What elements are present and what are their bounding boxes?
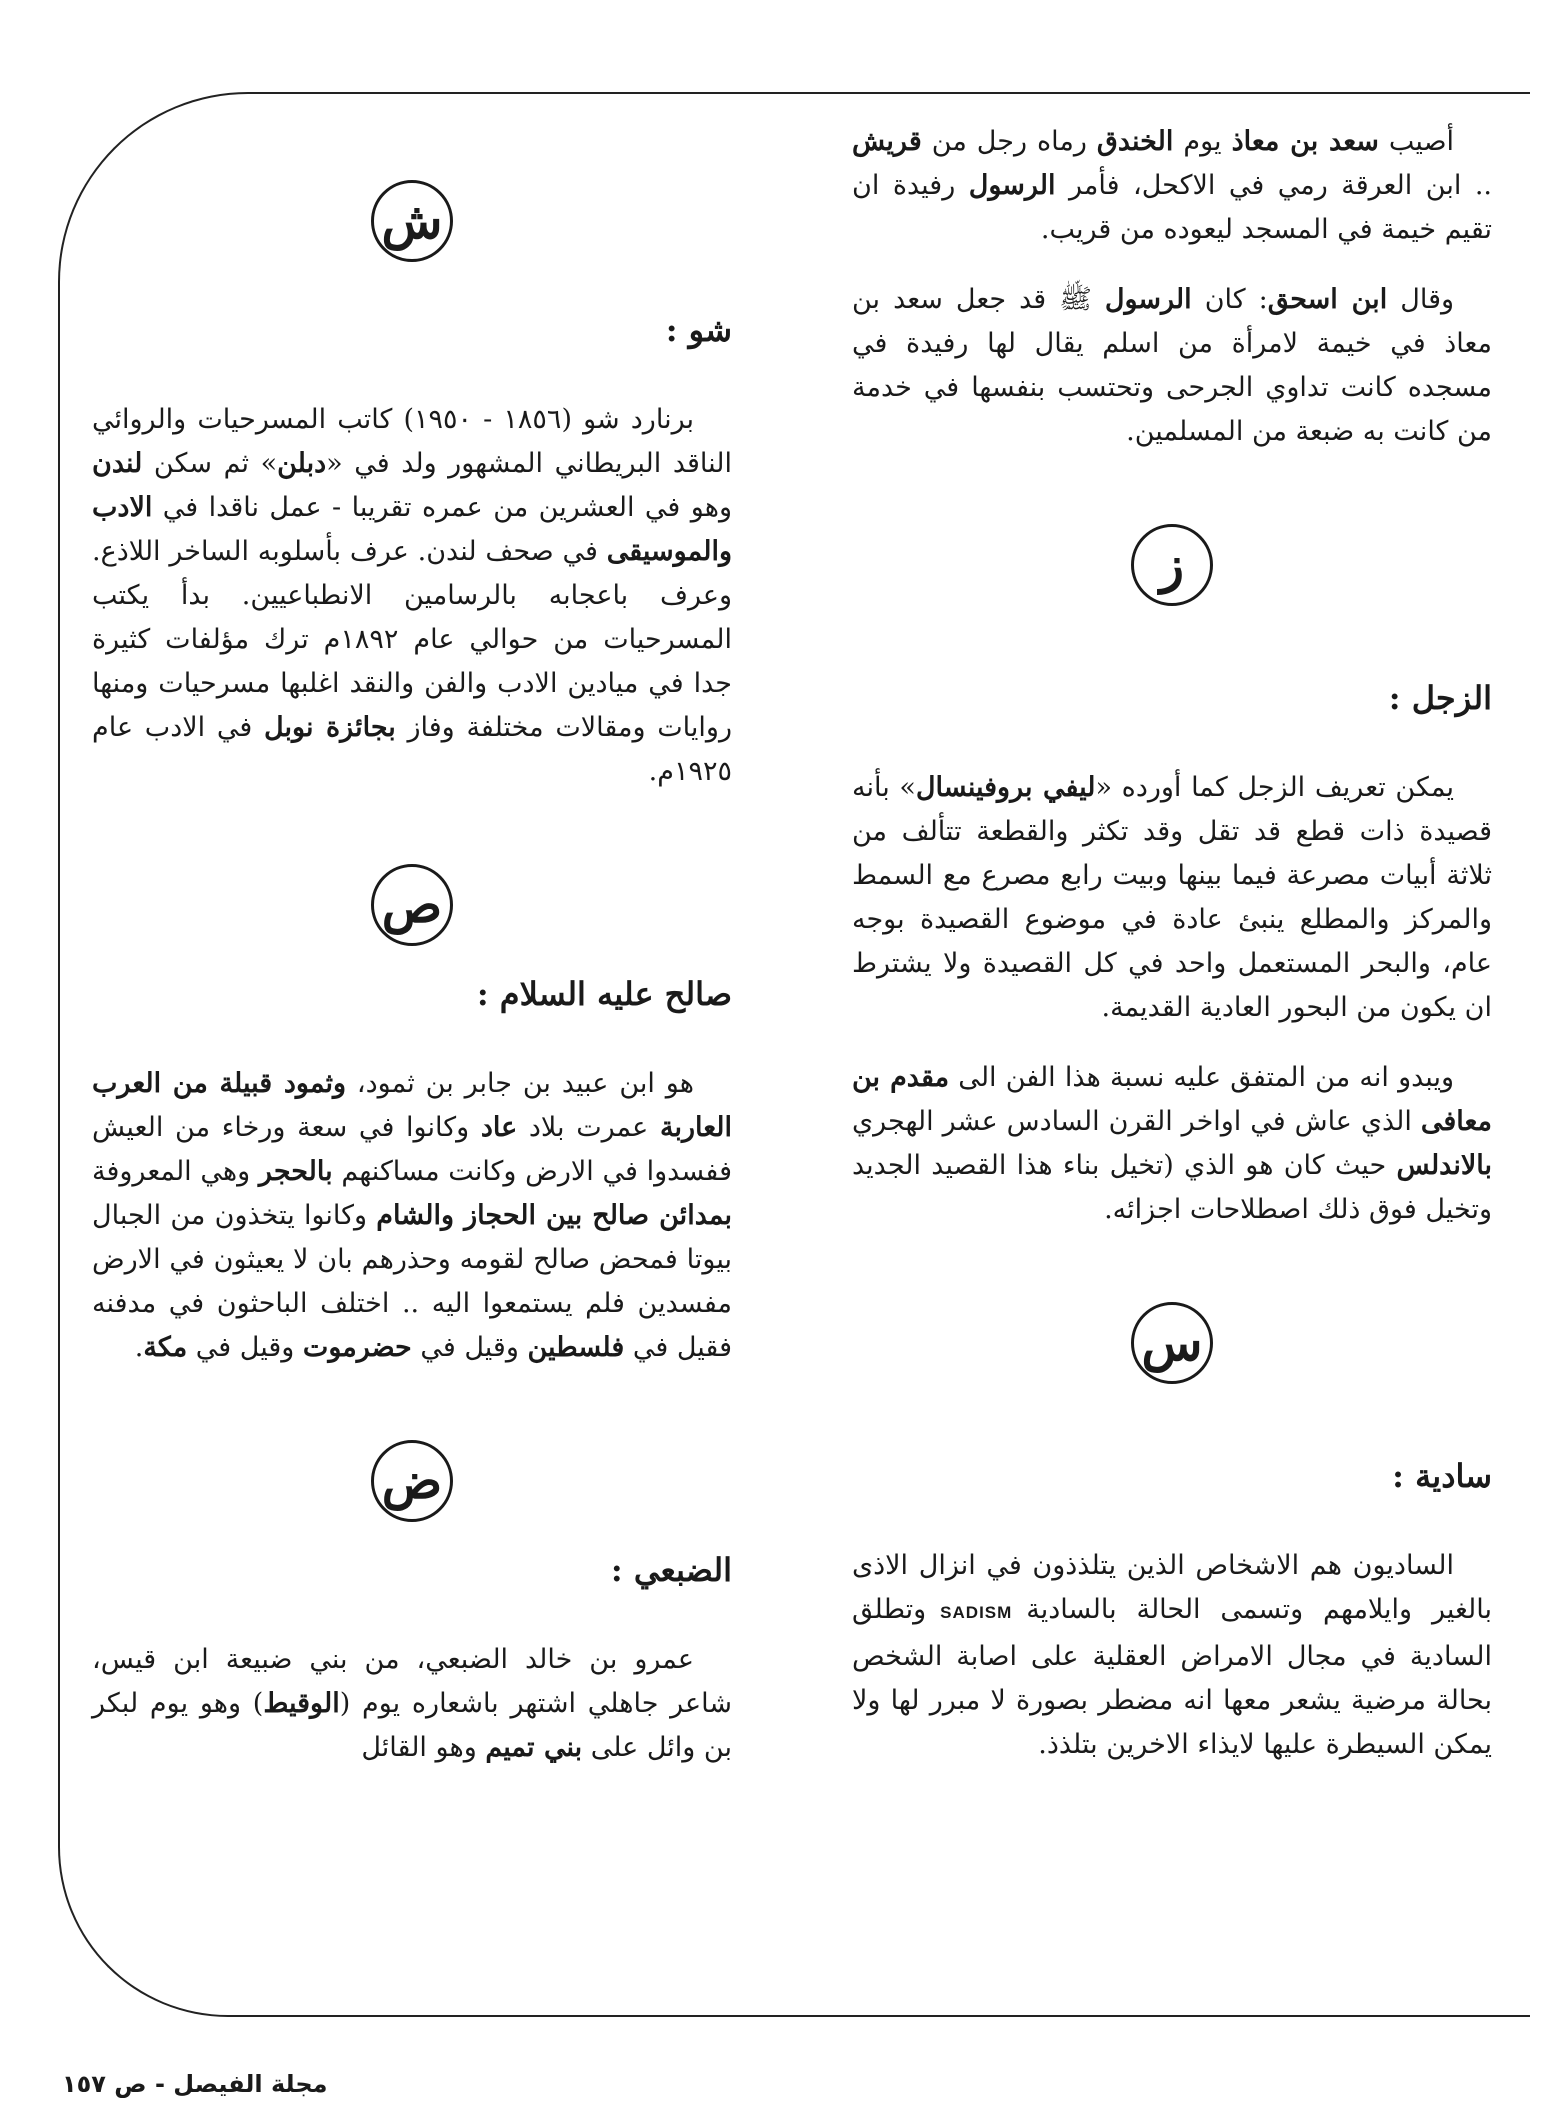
shaw-paragraph-1: برنارد شو (١٨٥٦ - ١٩٥٠) كاتب المسرحيات والروائي الناقد البريطاني المشهور ولد في «دبلن» ثم سكن لندن وهو في العشرين من عمره تقريبا - عمل ناقدا في الادب والموسيقى في صحف لندن. عرف بأسلوبه الساخر اللاذع. وعرف باعجابه بالرسامين الانطباعيين. بدأ يكتب المسرحيات من حوالي عام ١٨٩٢م ترك مؤلفات كثيرة جدا في ميادين الادب والفن والنقد اغلبها مسرحيات ومنها روايات ومقالات مختلفة وفاز بجائزة نوبل في الادب عام ١٩٢٥م. xyxy=(92,404,733,787)
dabai-heading: الضبعي : xyxy=(610,1551,732,1589)
zajal-paragraph-2: ويبدو انه من المتفق عليه نسبة هذا الفن الى مقدم بن معافى الذي عاش في اواخر القرن السادس عشر الهجري بالاندلس حيث كان هو الذي (تخيل بناء هذا القصيد الجديد وتخيل فوق ذلك اصطلاحات اجزائه. xyxy=(852,1062,1492,1225)
shaw-heading: شو : xyxy=(665,311,732,349)
shin-letter-circle: ش xyxy=(371,180,453,262)
zajal-paragraph-1: يمكن تعريف الزجل كما أورده «ليفي بروفينسال» بأنه قصيدة ذات قطع قد تقل وقد تكثر والقطعة تتألف من ثلاثة أبيات مصرعة فيما بينها وبيت رابع مصرع مع السمط والمركز والمطلع ينبئ عادة في موضوع القصيدة بوجه عام، والبحر المستعمل واحد في كل القصيدة ولا يشترط ان يكون من البحور العادية القديمة. xyxy=(852,772,1492,1023)
dad-letter-circle: ض xyxy=(371,1440,453,1522)
dabai-paragraph-1: عمرو بن خالد الضبعي، من بني ضبيعة ابن قيس، شاعر جاهلي اشتهر باشعاره يوم (الوقيط) وهو يوم لبكر بن وائل على بني تميم وهو القائل xyxy=(92,1644,732,1763)
sad-letter-circle: ص xyxy=(371,864,453,946)
sadism-paragraph-1: الساديون هم الاشخاص الذين يتلذذون في انزال الاذى بالغير وايلامهم وتسمى الحالة بالساديةSADISMوتطلق السادية في مجال الامراض العقلية على اصابة الشخص بحالة مرضية يشعر معها انه مضطر بصورة لا مبرر لها ولا يمكن السيطرة عليها لايذاء الاخرين بتلذذ. xyxy=(852,1550,1492,1760)
salih-paragraph-1: هو ابن عبيد بن جابر بن ثمود، وثمود قبيلة من العرب العاربة عمرت بلاد عاد وكانوا في سعة ورخاء من العيش ففسدوا في الارض وكانت مساكنهم بالحجر وهي المعروفة بمدائن صالح بين الحجاز والشام وكانوا يتخذون من الجبال بيوتا فمحض صالح لقومه وحذرهم بان لا يعيثون في الارض مفسدين فلم يستمعوا اليه .. اختلف الباحثون في مدفنه فقيل في فلسطين وقيل في حضرموت وقيل في مكة. xyxy=(92,1068,732,1363)
sin-letter-circle: س xyxy=(1131,1302,1213,1384)
salih-heading: صالح عليه السلام : xyxy=(476,975,732,1013)
sadism-heading: سادية : xyxy=(1392,1457,1492,1495)
left-column xyxy=(92,180,732,1770)
intro-paragraph-1: أصيب سعد بن معاذ يوم الخندق رماه رجل من قريش .. ابن العرقة رمي في الاكحل، فأمر الرسول رفيدة ان تقيم خيمة في المسجد ليعوده من قريب. xyxy=(852,126,1492,245)
sadism-latin-term: SADISM xyxy=(940,1603,1013,1622)
right-column xyxy=(852,120,1492,1767)
zay-letter-circle: ز xyxy=(1131,524,1213,606)
intro-paragraph-2: وقال ابن اسحق: كان الرسول ﷺ قد جعل سعد بن معاذ في خيمة لامرأة من اسلم يقال لها رفيدة في مسجده كانت تداوي الجرحى وتحتسب بنفسها في خدمة من كانت به ضبعة من المسلمين. xyxy=(852,284,1492,447)
zajal-heading: الزجل : xyxy=(1388,679,1492,717)
page-footer: مجلة الفيصل - ص ١٥٧ xyxy=(62,2070,328,2098)
